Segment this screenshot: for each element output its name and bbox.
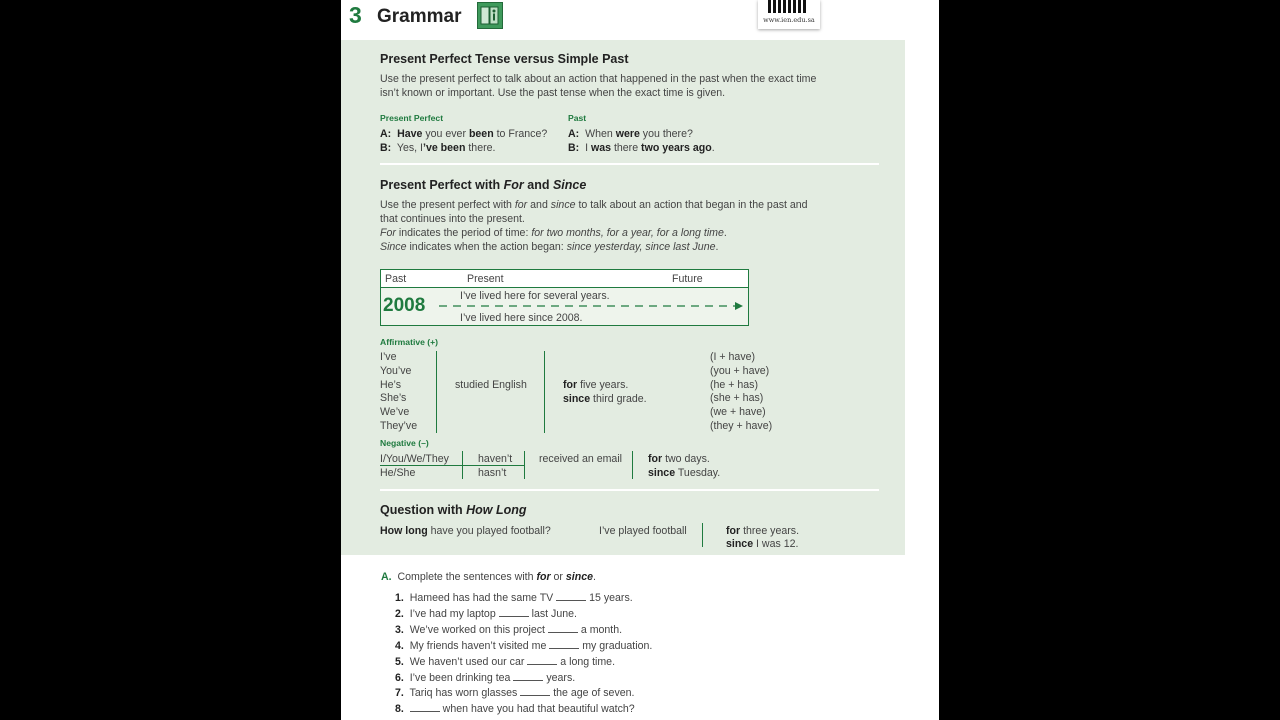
negative-subject-2: He/She [380, 467, 416, 479]
section3-answer: I’ve played football [599, 525, 687, 537]
past-label: Past [568, 113, 587, 123]
answer-blank[interactable] [549, 638, 579, 649]
past-line-b: B: I was there two years ago. [568, 142, 715, 154]
exercise-list [395, 590, 652, 717]
table-divider [380, 465, 524, 466]
affirmative-verb: studied English [455, 379, 527, 391]
table-divider [524, 451, 525, 479]
list-item: 2. I’ve had my laptop last June. [395, 607, 577, 620]
section1-intro-line1: Use the present perfect to talk about an action that happened in the past when the exact time [380, 73, 817, 85]
present-perfect-label: Present Perfect [380, 113, 444, 123]
section3-question: How long have you played football? [380, 525, 551, 537]
affirmative-for: for five years. [563, 379, 629, 391]
list-item: 3. We’ve worked on this project a month. [395, 623, 623, 636]
section2-line2: that continues into the present. [380, 213, 525, 225]
negative-since: since Tuesday. [648, 467, 721, 479]
list-item: (she + has) [710, 392, 764, 405]
section3-for: for three years. [726, 525, 800, 537]
list-item: He’s [380, 378, 402, 391]
answer-blank[interactable] [527, 654, 557, 665]
timeline-present-label: Present [467, 273, 504, 285]
timeline-future-label: Future [672, 273, 703, 285]
list-item: We’ve [380, 406, 410, 419]
list-item: 8. when have you had that beautiful watch? [395, 703, 635, 716]
answer-blank[interactable] [499, 606, 529, 617]
list-item: I’ve [380, 351, 397, 363]
section3-since: since I was 12. [726, 538, 799, 550]
list-item: 1. Hameed has had the same TV 15 years. [395, 592, 633, 604]
affirmative-since: since third grade. [563, 393, 647, 405]
answer-blank[interactable] [548, 622, 578, 633]
list-item: (he + has) [710, 378, 758, 391]
present-perfect-line-b: B: Yes, I’ve been there. [380, 142, 496, 154]
negative-for: for two days. [648, 453, 710, 465]
list-item: (you + have) [710, 364, 770, 377]
table-divider [702, 523, 703, 547]
list-item: (I + have) [710, 351, 756, 363]
section1-intro-line2: isn’t known or important. Use the past tense when the exact time is given. [380, 87, 726, 99]
list-item: They’ve [380, 419, 418, 432]
list-item: 5. We haven’t used our car a long time. [395, 655, 616, 668]
list-item: (they + have) [710, 419, 773, 432]
timeline-example-for: I’ve lived here for several years. [460, 290, 610, 302]
section2-title: Present Perfect with For and Since [380, 178, 587, 192]
affirmative-expansions [710, 351, 772, 434]
timeline-diagram [380, 269, 749, 326]
negative-verb: received an email [539, 453, 623, 465]
book-info-icon [477, 2, 503, 29]
qr-code-box[interactable] [758, 0, 820, 29]
section2-line4: Since indicates when the action began: since yesterday, since last June. [380, 241, 719, 253]
negative-aux-2: hasn’t [478, 467, 507, 479]
negative-subject-1: I/You/We/They [380, 453, 449, 465]
answer-blank[interactable] [520, 685, 550, 696]
timeline-arrow-icon [439, 301, 745, 311]
section1-title: Present Perfect Tense versus Simple Past [380, 52, 629, 66]
timeline-header [381, 270, 748, 288]
section2-line1: Use the present perfect with for and since to talk about an action that began in the past and [380, 199, 808, 211]
list-item: (we + have) [710, 406, 766, 419]
negative-aux-1: haven’t [478, 453, 513, 465]
table-divider [632, 451, 633, 479]
qr-url: www.ien.edu.sa [763, 16, 815, 24]
qr-code-icon [768, 0, 808, 13]
section2-line3: For indicates the period of time: for two months, for a year, for a long time. [380, 227, 727, 239]
present-perfect-line-a: A: Have you ever been to France? [380, 128, 548, 140]
list-item: You’ve [380, 364, 412, 377]
timeline-example-since: I’ve lived here since 2008. [460, 312, 583, 324]
section3-title: Question with How Long [380, 503, 527, 517]
negative-label: Negative (–) [380, 438, 429, 448]
timeline-year: 2008 [383, 295, 426, 316]
answer-blank[interactable] [556, 590, 586, 601]
table-divider [462, 451, 463, 479]
list-item: 7. Tariq has worn glasses the age of seven. [395, 687, 635, 700]
answer-blank[interactable] [410, 701, 440, 712]
list-item: 6. I’ve been drinking tea years. [395, 671, 576, 684]
list-item: She’s [380, 392, 407, 405]
table-divider [436, 351, 437, 433]
affirmative-subjects [380, 351, 417, 434]
answer-blank[interactable] [513, 670, 543, 681]
unit-number: 3 [349, 2, 362, 28]
past-line-a: A: When were you there? [568, 128, 693, 140]
list-item: 4. My friends haven’t visited me my graduation. [395, 639, 653, 652]
divider [380, 163, 879, 165]
exercise-instruction: A. Complete the sentences with for or since. [381, 571, 596, 583]
divider [380, 489, 879, 491]
unit-title: Grammar [377, 6, 462, 27]
textbook-page [341, 0, 939, 720]
timeline-past-label: Past [385, 273, 407, 285]
timeline-body [381, 288, 748, 325]
affirmative-label: Affirmative (+) [380, 337, 439, 347]
table-divider [544, 351, 545, 433]
